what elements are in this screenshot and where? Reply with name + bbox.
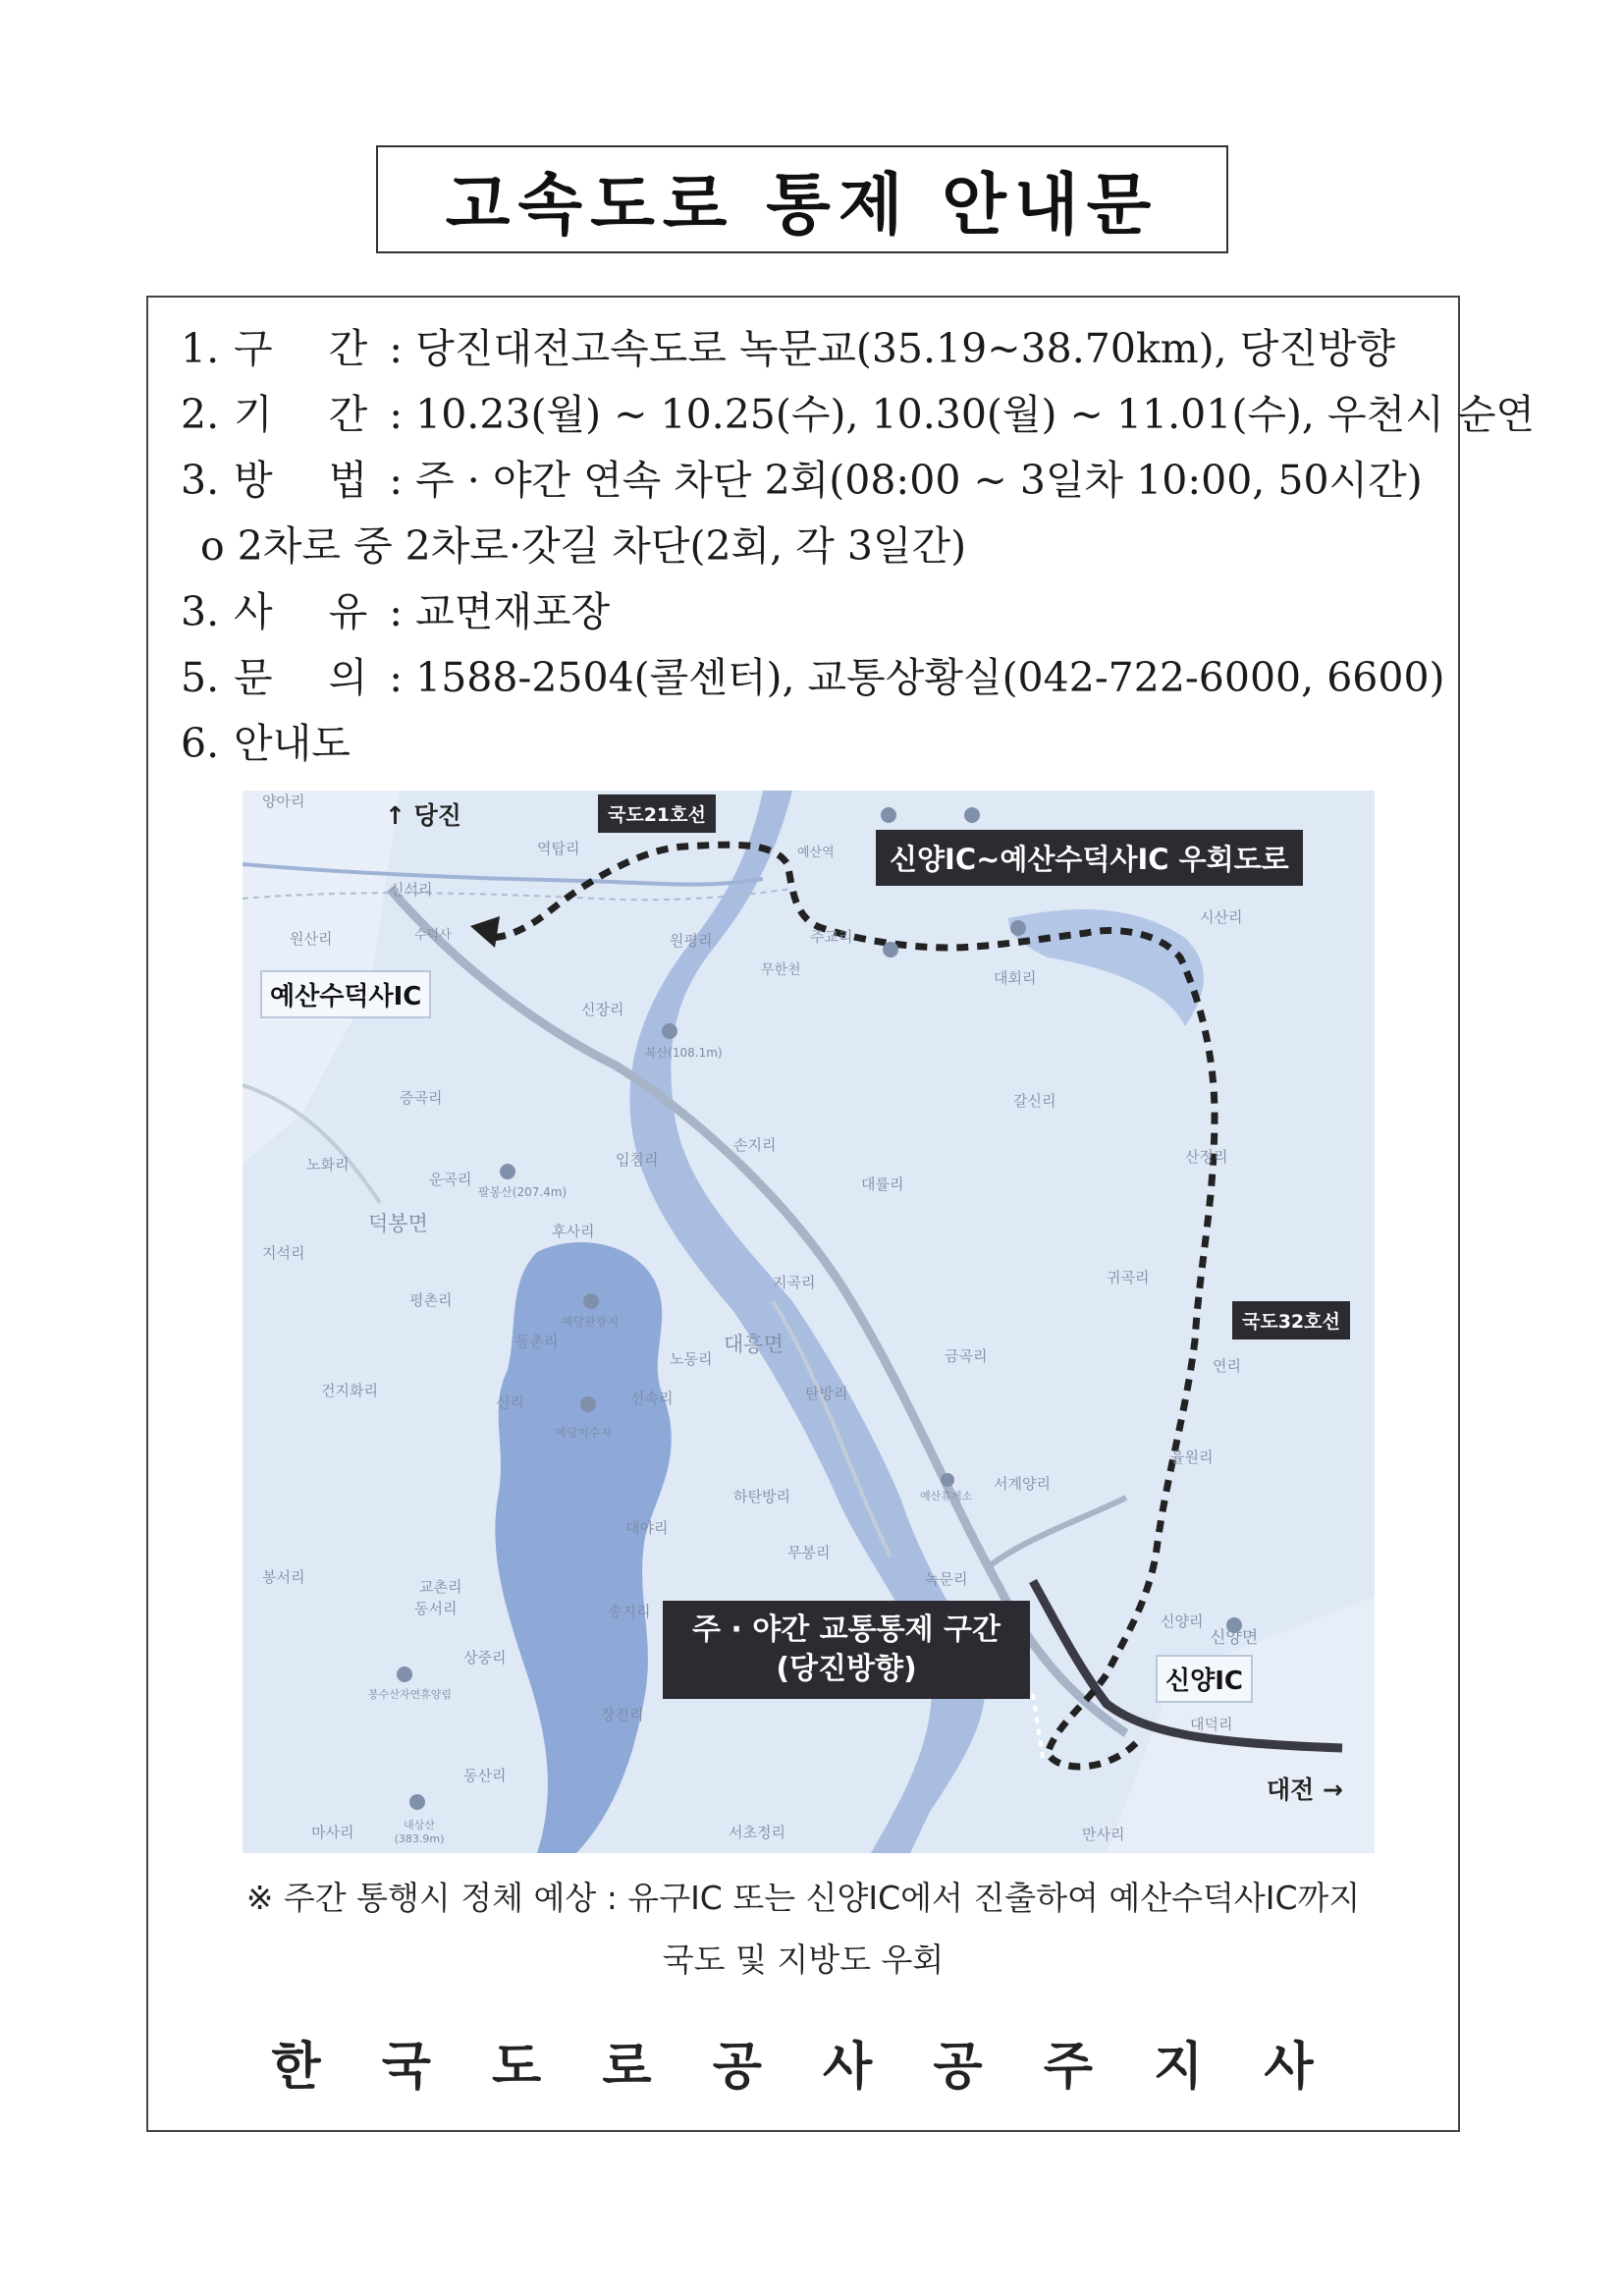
map-place: 대야리 [625,1519,669,1537]
map-place: 하탄방리 [733,1488,790,1505]
map-place: 팔봉산(207.4m) [478,1185,568,1199]
map-place: 송지리 [608,1603,651,1620]
item-label: 구 간 [234,325,390,372]
map-place: 무봉리 [787,1544,831,1561]
route21-label: 국도21호선 [598,794,716,833]
map-place: 장전리 [601,1706,644,1723]
poi-marker [397,1667,412,1682]
map-place: 교촌리 [419,1578,462,1596]
item-number: 2. [181,391,220,438]
poi-marker [500,1164,515,1179]
colon: : [389,588,404,635]
poi-marker [580,1396,596,1412]
info-map-heading [181,711,1437,777]
map-place: 율원리 [1170,1449,1214,1466]
route32-label: 국도32호선 [1232,1301,1350,1339]
detour-label: 신양IC~예산수덕사IC 우회도로 [876,830,1303,886]
item-text: 1588-2504(콜센터), 교통상황실(042-722-6000, 6600) [415,654,1445,701]
map-place: 덕봉면 [368,1212,428,1235]
map-place: 노화리 [306,1156,350,1174]
item-text: 주 · 야간 연속 차단 2회(08:00 ~ 3일차 10:00, 50시간) [415,457,1423,504]
poi-marker [583,1293,599,1309]
item-text: 안내도 [234,720,351,767]
item-label: 사 유 [234,588,390,635]
road-line [989,1498,1126,1566]
map-place: 예당관광지 [562,1315,619,1329]
map-place: 서초정리 [729,1824,785,1841]
map-place: 동산리 [463,1767,507,1784]
map-place: 증곡리 [400,1089,443,1107]
map-place: 선속리 [630,1390,674,1407]
map-place: 원평리 [670,932,713,950]
map-place: 신리 [496,1394,524,1411]
ic-west-label: 예산수덕사IC [260,970,431,1018]
item-label: 방 법 [234,457,390,504]
map-place: 양아리 [262,793,305,810]
map-place: 후사리 [552,1223,595,1240]
ic-east-label: 신양IC [1156,1655,1253,1703]
item-text: 10.23(월) ~ 10.25(수), 10.30(월) ~ 11.01(수), 우천시 순연 [415,391,1536,438]
page-title: 고속도로 통제 안내문 [445,166,1160,245]
map-place: 귀곡리 [1107,1269,1150,1286]
note-line-2: 국도 및 지방도 우회 [662,1941,945,1979]
poi-marker [1010,920,1026,936]
map-place: 동촌리 [515,1333,559,1350]
map-place: 만사리 [1082,1826,1125,1843]
map-place: 금곡리 [945,1347,988,1365]
detour-arrow [470,916,500,948]
map-place: 봉수산자연휴양림 [368,1688,453,1701]
poi-marker [409,1794,425,1810]
detour-route-extra [1033,1694,1043,1758]
poi-marker [662,1023,677,1039]
map-place: 예산역 [797,846,835,860]
colon: : [389,325,404,372]
map-place: 대회리 [994,969,1037,987]
map-place: 운곡리 [429,1171,472,1188]
map-place: 복산(108.1m) [645,1046,723,1060]
map-place: 수덕사 [414,928,452,943]
info-method [181,448,1437,514]
map-place: 신장리 [581,1001,624,1018]
map-place: 신양면 [1210,1628,1259,1648]
colon: : [389,391,404,438]
map-place: 신양리 [1161,1613,1204,1630]
map-place: 무한천 [761,962,801,978]
map-place: 대흥면 [724,1333,784,1356]
guide-map [243,791,1375,1853]
item-number: 5. [181,654,220,701]
map-place: 손지리 [733,1136,777,1154]
organization: 한 국 도 로 공 사 공 주 지 사 [271,2038,1335,2097]
title-box [376,145,1228,253]
item-number: 3. [181,588,220,635]
poi-marker [881,807,896,823]
dangjin-direction: ↑ 당진 [385,801,461,830]
map-place: 갈신리 [1013,1092,1056,1110]
poi-marker [964,807,980,823]
note-line-1: ※ 주간 통행시 정체 예상 : 유구IC 또는 신양IC에서 진출하여 예산수덕사IC까지 [245,1879,1361,1917]
map-place: 대덕리 [1190,1716,1233,1733]
info-section [181,316,1437,382]
rest-area-marker [941,1473,954,1487]
item-text: 교면재포장 [415,588,611,635]
daejeon-direction: 대전 → [1267,1776,1343,1804]
info-list [181,316,1536,777]
info-contact [181,645,1445,711]
control-label-line2: (당진방향) [776,1652,917,1686]
map-place: 동서리 [414,1600,458,1617]
map-place: 역탑리 [537,840,580,857]
map-place: 상중리 [463,1649,507,1667]
control-section-label [663,1601,1030,1699]
poi-marker [883,942,898,957]
map-place: 탄방리 [805,1385,848,1402]
colon: : [389,457,404,504]
map-place: 신석리 [390,881,433,899]
map-place: 지곡리 [773,1274,816,1291]
item-number: 1. [181,325,220,372]
item-label: 기 간 [234,391,390,438]
map-place: 서계양리 [994,1475,1051,1493]
info-method-detail: o 2차로 중 2차로·갓길 차단(2회, 각 3일간) [200,522,967,570]
map-place: 입침리 [616,1151,659,1169]
colon: : [389,654,404,701]
map-place: 마사리 [311,1824,354,1841]
item-text: 당진대전고속도로 녹문교(35.19~38.70km), 당진방향 [415,325,1396,372]
map-place: 연리 [1213,1357,1241,1375]
item-label: 문 의 [234,654,390,701]
map-place: 예당저수지 [555,1426,612,1440]
map-place: 예산휴게소 [920,1490,973,1503]
map-place: 평촌리 [409,1291,453,1309]
map-place: 건지화리 [321,1382,378,1399]
info-period [181,382,1536,448]
map-place: 산정리 [1185,1148,1228,1166]
map-place: 봉서리 [262,1568,305,1586]
control-label-line1: 주 · 야간 교통통제 구간 [692,1613,1001,1647]
pond [1008,909,1204,1026]
map-place: 녹문리 [925,1570,968,1588]
map-place: 지석리 [262,1244,305,1262]
map-place: 원산리 [290,930,333,948]
map-place: 노동리 [670,1350,713,1368]
map-place: 내상산(383.9m) [394,1819,445,1845]
item-number: 6. [181,720,220,767]
info-reason [181,579,1437,645]
map-place: 주교리 [810,928,853,946]
map-place: 시산리 [1200,908,1243,926]
map-place: 대률리 [861,1175,904,1193]
item-number: 3. [181,457,220,504]
